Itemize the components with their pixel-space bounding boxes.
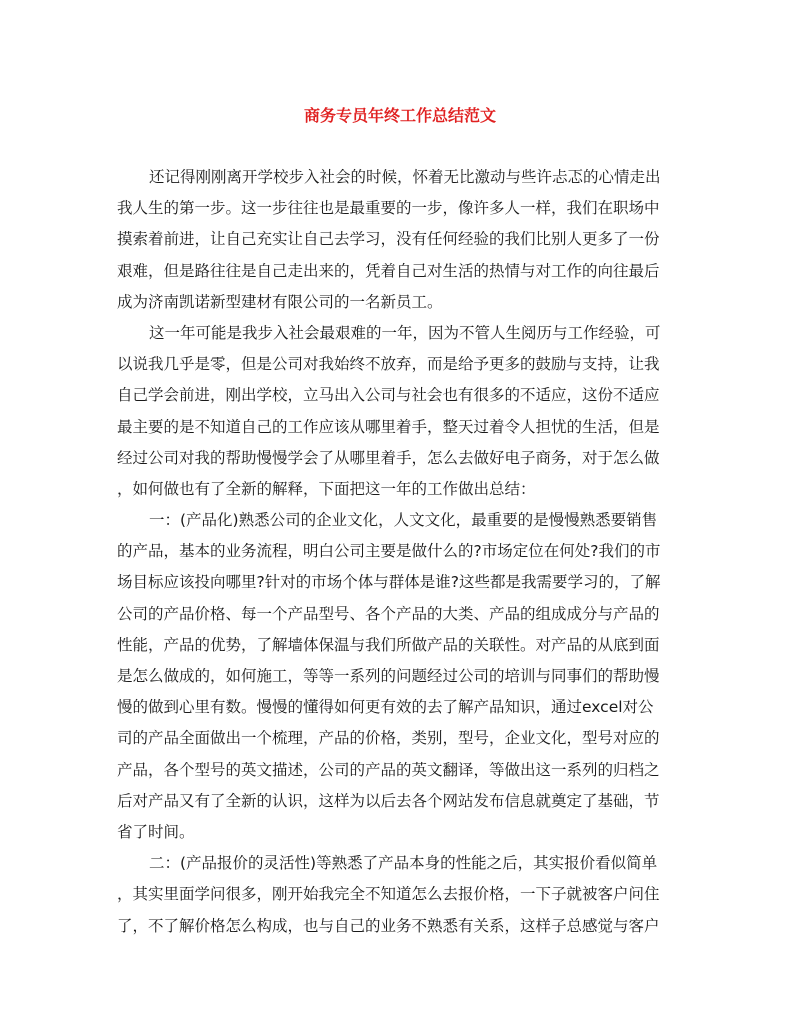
text-line: 场目标应该投向哪里?针对的市场个体与群体是谁?这些都是我需要学习的，了解 [117, 573, 661, 592]
text-line: 了，不了解价格怎么构成，也与自己的业务不熟悉有关系，这样子总感觉与客户 [117, 916, 660, 935]
text-line: 二：(产品报价的灵活性)等熟悉了产品本身的性能之后，其实报价看似简单 [149, 854, 658, 873]
text-line: ，其实里面学问很多，刚开始我完全不知道怎么去报价格，一下子就被客户问住 [117, 885, 660, 904]
text-line: 的产品，基本的业务流程，明白公司主要是做什么的?市场定位在何处?我们的市 [117, 542, 661, 561]
text-line: 性能，产品的优势，了解墙体保温与我们所做产品的关联性。对产品的从底到面 [117, 635, 660, 654]
document-body [117, 162, 697, 942]
text-line: 一：(产品化)熟悉公司的企业文化，人文文化，最重要的是慢慢熟悉要销售 [149, 511, 658, 530]
document-title: 商务专员年终工作总结范文 [303, 106, 496, 125]
text-line: ，如何做也有了全新的解释，下面把这一年的工作做出总结： [117, 479, 536, 498]
text-line: 最主要的是不知道自己的工作应该从哪里着手，整天过着令人担忧的生活，但是 [117, 417, 660, 436]
text-line: 经过公司对我的帮助慢慢学会了从哪里着手，怎么去做好电子商务，对于怎么做 [117, 448, 660, 467]
text-line: 是怎么做成的，如何施工，等等一系列的问题经过公司的培训与同事们的帮助慢 [117, 667, 660, 685]
text-line: 我人生的第一步。这一步往往也是最重要的一步，像许多人一样，我们在职场中 [117, 199, 660, 218]
text-line: 这一年可能是我步入社会最艰难的一年，因为不管人生阅历与工作经验，可 [149, 323, 661, 342]
text-line: 司的产品全面做出一个梳理，产品的价格，类别，型号，企业文化，型号对应的 [117, 729, 660, 748]
text-line: 成为济南凯诺新型建材有限公司的一名新员工。 [117, 292, 443, 311]
text-line: 还记得刚刚离开学校步入社会的时候，怀着无比激动与些许忐忑的心情走出 [149, 168, 661, 186]
text-line: 摸索着前进，让自己充实让自己去学习，没有任何经验的我们比别人更多了一份 [117, 230, 660, 249]
text-line: 以说我几乎是零，但是公司对我始终不放弃，而是给予更多的鼓励与支持，让我 [117, 355, 660, 374]
text-line: 省了时间。 [117, 822, 195, 841]
text-line: 艰难，但是路往往是自己走出来的，凭着自己对生活的热情与对工作的向往最后 [117, 261, 660, 280]
text-line: 公司的产品价格、每一个产品型号、各个产品的大类、产品的组成成分与产品的 [117, 604, 660, 623]
text-line: 后对产品又有了全新的认识，这样为以后去各个网站发布信息就奠定了基础，节 [117, 791, 660, 810]
text-line: 产品，各个型号的英文描述，公司的产品的英文翻译，等做出这一系列的归档之 [117, 760, 660, 779]
text-line: 慢的做到心里有数。慢慢的懂得如何更有效的去了解产品知识，通过excel对公 [117, 698, 654, 717]
text-line: 自己学会前进，刚出学校，立马出入公司与社会也有很多的不适应，这份不适应 [117, 386, 660, 405]
